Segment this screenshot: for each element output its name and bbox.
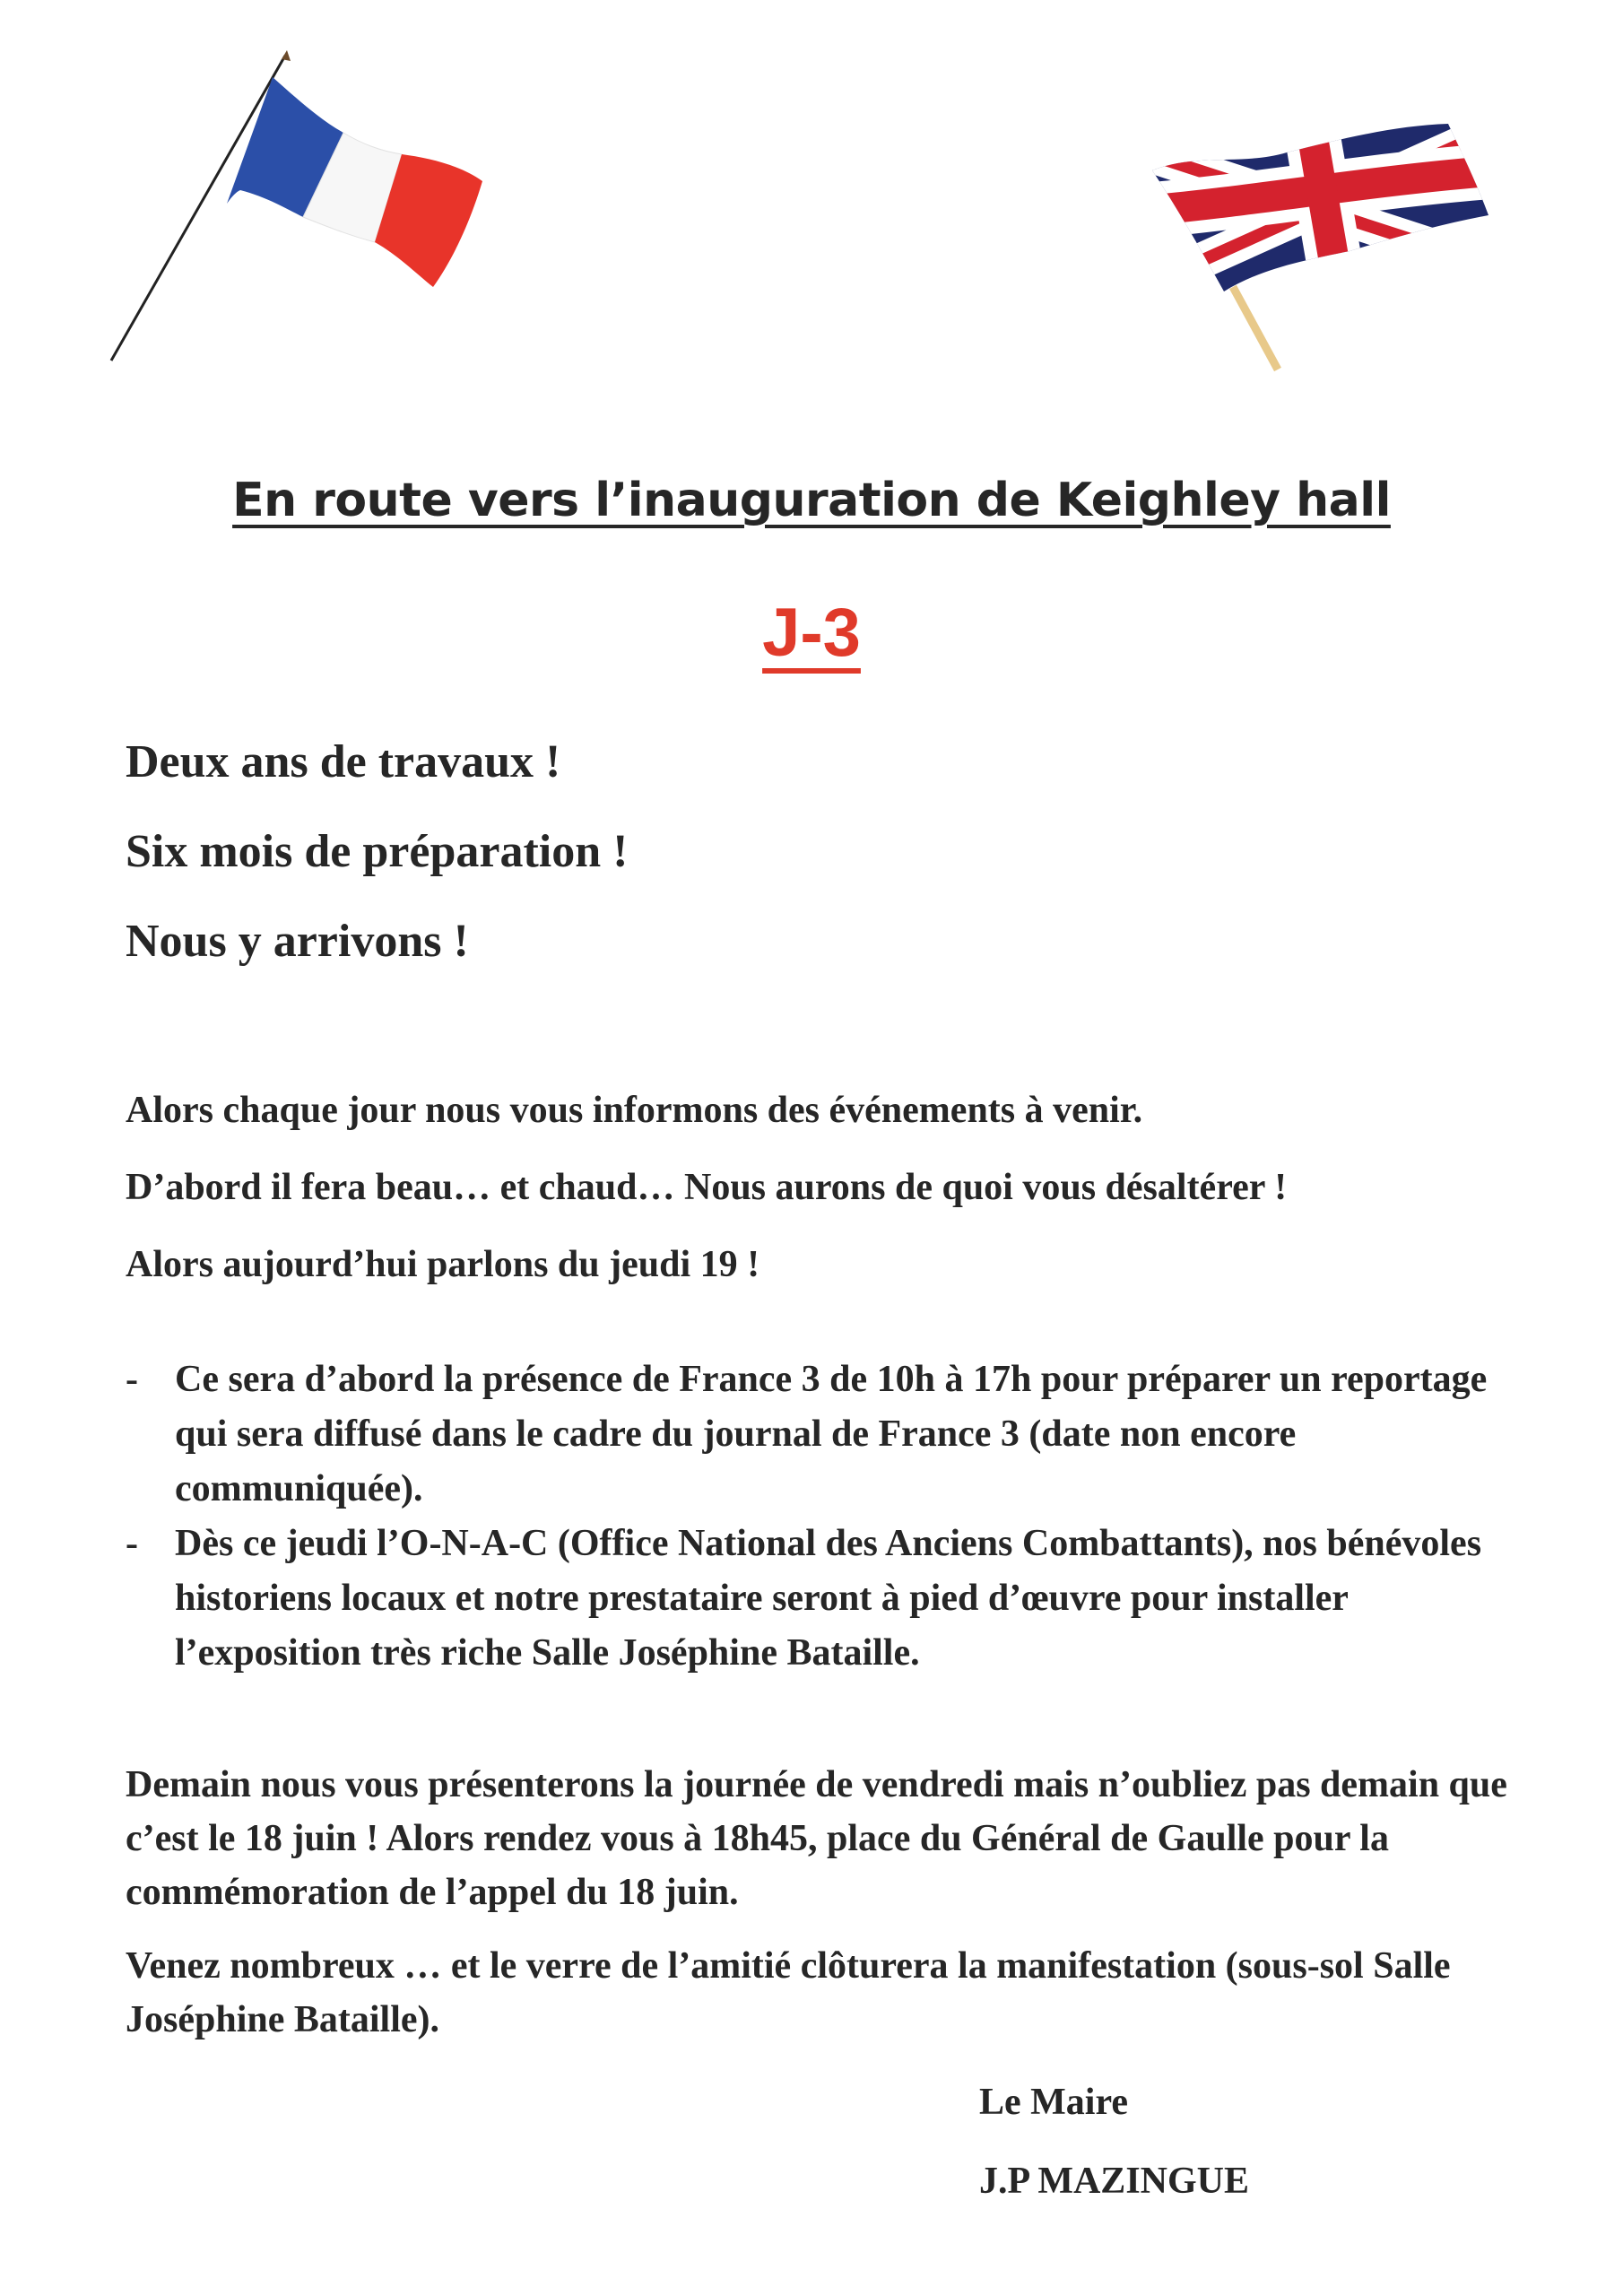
paragraph: Demain nous vous présenterons la journée de vendredi mais n’oubliez pas demain que c’est le 18 juin ! Alors rendez vous à 18h45, place du Général de Gaulle pour la commémoration de l’appel du 18 juin. bbox=[126, 1764, 1507, 1913]
paragraph: Venez nombreux … et le verre de l’amitié clôturera la manifestation (sous-sol Salle Joséphine Bataille). bbox=[126, 1945, 1451, 2040]
bullet-dash: - bbox=[126, 1359, 138, 1400]
intro-block bbox=[126, 718, 1202, 987]
intro-line: Six mois de préparation ! bbox=[126, 826, 629, 877]
signature-block bbox=[979, 2063, 1517, 2221]
countdown-label: J-3 bbox=[762, 595, 861, 671]
signature-name: J.P MAZINGUE bbox=[979, 2161, 1250, 2202]
bullet-dash: - bbox=[126, 1523, 138, 1564]
signature-role: Le Maire bbox=[979, 2082, 1128, 2123]
closing-paragraphs bbox=[126, 1758, 1524, 2066]
bullet-text: Dès ce jeudi l’O-N-A-C (Office National des Anciens Combattants), nos bénévoles historiens locaux et notre prestataire seront à pied d’œuvre pour installer l’exposition très riche Salle Joséphine Bataille. bbox=[175, 1523, 1482, 1674]
list-item bbox=[126, 1352, 1542, 1517]
announcement-paragraphs bbox=[126, 1072, 1524, 1303]
intro-line: Nous y arrivons ! bbox=[126, 916, 469, 967]
event-bullet-list bbox=[126, 1352, 1542, 1681]
bullet-text: Ce sera d’abord la présence de France 3 de 10h à 17h pour préparer un reportage qui sera diffusé dans le cadre du journal de France 3 (date non encore communiquée). bbox=[175, 1359, 1488, 1509]
paragraph: D’abord il fera beau… et chaud… Nous aurons de quoi vous désaltérer ! bbox=[126, 1167, 1288, 1208]
list-item bbox=[126, 1517, 1542, 1681]
paragraph: Alors aujourd’hui parlons du jeudi 19 ! bbox=[126, 1244, 760, 1285]
page-title: En route vers l’inauguration de Keighley hall bbox=[232, 474, 1391, 527]
french-flag-icon bbox=[106, 47, 491, 378]
intro-line: Deux ans de travaux ! bbox=[126, 736, 561, 787]
uk-flag-icon bbox=[1143, 117, 1502, 377]
paragraph: Alors chaque jour nous vous informons des événements à venir. bbox=[126, 1090, 1143, 1131]
